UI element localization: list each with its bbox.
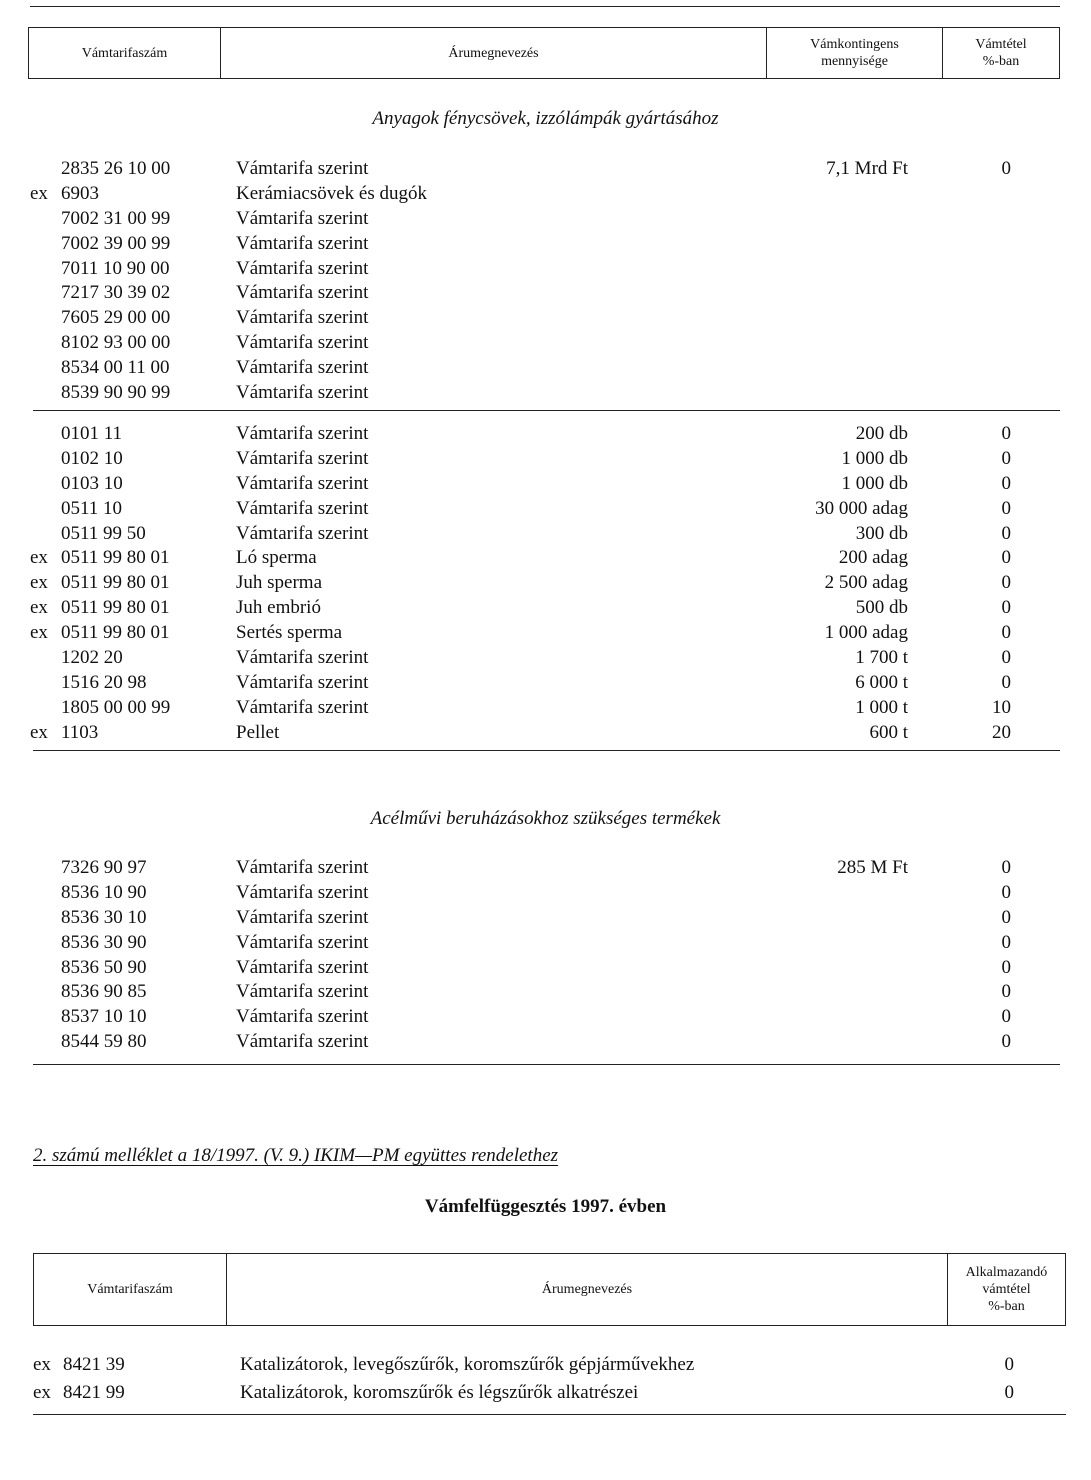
table-row bbox=[0, 546, 1091, 571]
duty-rate: 0 bbox=[1001, 906, 1011, 928]
table-row bbox=[0, 422, 1091, 447]
tariff-code: 0511 99 80 01 bbox=[61, 547, 170, 569]
table-row bbox=[0, 522, 1091, 547]
table-row bbox=[0, 956, 1091, 981]
section2-table bbox=[0, 422, 1091, 746]
header2-rate: Alkalmazandó vámtétel %-ban bbox=[965, 1265, 1048, 1314]
table-row bbox=[0, 721, 1091, 746]
table-row bbox=[0, 497, 1091, 522]
header2-code: Vámtarifaszám bbox=[34, 1254, 227, 1325]
table-row bbox=[0, 331, 1091, 356]
tariff-code: 8536 30 10 bbox=[61, 906, 147, 928]
duty-rate: 0 bbox=[1001, 497, 1011, 519]
tariff-code: 7002 31 00 99 bbox=[61, 207, 171, 229]
tariff-code: 0102 10 bbox=[61, 447, 123, 469]
ex-prefix: ex bbox=[30, 721, 48, 743]
duty-rate: 0 bbox=[1001, 622, 1011, 644]
annex-title: Vámfelfüggesztés 1997. évben bbox=[424, 1196, 667, 1217]
tariff-code: 7605 29 00 00 bbox=[61, 307, 171, 329]
duty-rate: 0 bbox=[1001, 1031, 1011, 1053]
goods-description: Vámtarifa szerint bbox=[236, 1006, 369, 1028]
table-row bbox=[0, 232, 1091, 257]
goods-description: Vámtarifa szerint bbox=[236, 696, 369, 718]
tariff-code: 8102 93 00 00 bbox=[61, 332, 171, 354]
tariff-code: 1202 20 bbox=[61, 647, 123, 669]
goods-description: Vámtarifa szerint bbox=[236, 956, 369, 978]
quota-quantity: 600 t bbox=[869, 721, 908, 743]
goods-description: Vámtarifa szerint bbox=[236, 522, 369, 544]
tariff-code: 6903 bbox=[61, 182, 99, 204]
duty-rate: 0 bbox=[1001, 671, 1011, 693]
goods-description: Katalizátorok, levegőszűrők, koromszűrők gépjárművekhez bbox=[240, 1354, 695, 1375]
quota-quantity: 1 000 t bbox=[855, 696, 908, 718]
quota-quantity: 200 adag bbox=[838, 547, 908, 569]
goods-description: Ló sperma bbox=[236, 547, 317, 569]
goods-description: Vámtarifa szerint bbox=[236, 671, 369, 693]
duty-rate: 20 bbox=[992, 721, 1011, 743]
table-row bbox=[0, 306, 1091, 331]
table-row bbox=[0, 281, 1091, 306]
table-row bbox=[0, 671, 1091, 696]
table2-body bbox=[0, 1353, 1091, 1409]
duty-rate: 0 bbox=[1001, 857, 1011, 878]
tariff-code: 0511 99 80 01 bbox=[61, 622, 170, 644]
duty-rate: 0 bbox=[1001, 547, 1011, 569]
table-row bbox=[0, 1030, 1091, 1055]
duty-rate: 0 bbox=[1004, 1382, 1014, 1403]
table-row bbox=[0, 257, 1091, 282]
goods-description: Vámtarifa szerint bbox=[236, 232, 369, 254]
goods-description: Vámtarifa szerint bbox=[236, 497, 369, 519]
quota-quantity: 300 db bbox=[855, 522, 908, 544]
table-row bbox=[0, 856, 1091, 881]
tariff-code: 0511 99 80 01 bbox=[61, 597, 170, 619]
tariff-code: 0511 99 50 bbox=[61, 522, 146, 544]
duty-rate: 0 bbox=[1001, 931, 1011, 953]
table-row bbox=[0, 1005, 1091, 1030]
quota-quantity: 500 db bbox=[855, 597, 908, 619]
tariff-code: 8421 39 bbox=[63, 1354, 125, 1375]
goods-description: Juh embrió bbox=[236, 597, 321, 619]
tariff-code: 0103 10 bbox=[61, 472, 123, 494]
table2-divider bbox=[33, 1414, 1066, 1415]
tariff-code: 0101 11 bbox=[61, 423, 123, 444]
tariff-code: 7002 39 00 99 bbox=[61, 232, 171, 254]
section3-table bbox=[0, 856, 1091, 1055]
table-row bbox=[0, 472, 1091, 497]
duty-rate: 0 bbox=[1001, 572, 1011, 594]
goods-description: Vámtarifa szerint bbox=[236, 472, 369, 494]
ex-prefix: ex bbox=[33, 1354, 51, 1375]
table-row bbox=[0, 596, 1091, 621]
tariff-code: 8534 00 11 00 bbox=[61, 357, 170, 379]
table-row bbox=[0, 906, 1091, 931]
table-row bbox=[0, 646, 1091, 671]
table-row bbox=[0, 381, 1091, 406]
duty-rate: 0 bbox=[1004, 1354, 1014, 1375]
quota-quantity: 285 M Ft bbox=[837, 857, 908, 878]
section1-divider bbox=[33, 410, 1060, 411]
table-row bbox=[0, 931, 1091, 956]
duty-rate: 0 bbox=[1001, 647, 1011, 669]
table-row bbox=[0, 157, 1091, 182]
duty-rate: 0 bbox=[1001, 423, 1011, 444]
header-qty: Vámkontingens mennyisége bbox=[767, 28, 943, 78]
section1-title: Anyagok fénycsövek, izzólámpák gyártásához bbox=[372, 108, 719, 129]
header-desc: Árumegnevezés bbox=[221, 28, 767, 78]
duty-rate: 0 bbox=[1001, 522, 1011, 544]
quota-quantity: 1 700 t bbox=[855, 647, 908, 669]
tariff-code: 0511 99 80 01 bbox=[61, 572, 170, 594]
duty-rate: 0 bbox=[1001, 158, 1011, 179]
section3-title: Acélművi beruházásokhoz szükséges termékek bbox=[370, 808, 721, 829]
goods-description: Vámtarifa szerint bbox=[236, 357, 369, 379]
quota-quantity: 30 000 adag bbox=[815, 497, 908, 519]
goods-description: Juh sperma bbox=[236, 572, 323, 594]
table-row bbox=[0, 571, 1091, 596]
tariff-code: 7326 90 97 bbox=[61, 857, 147, 878]
duty-rate: 0 bbox=[1001, 472, 1011, 494]
goods-description: Katalizátorok, koromszűrők és légszűrők alkatrészei bbox=[240, 1382, 639, 1403]
tariff-code: 8544 59 80 bbox=[61, 1031, 147, 1053]
goods-description: Vámtarifa szerint bbox=[236, 307, 369, 329]
quota-quantity: 1 000 db bbox=[841, 472, 908, 494]
duty-rate: 10 bbox=[992, 696, 1011, 718]
tariff-code: 8539 90 90 99 bbox=[61, 382, 171, 404]
ex-prefix: ex bbox=[30, 597, 48, 619]
goods-description: Vámtarifa szerint bbox=[236, 158, 369, 179]
goods-description: Vámtarifa szerint bbox=[236, 282, 369, 304]
goods-description: Vámtarifa szerint bbox=[236, 881, 369, 903]
tariff-code: 1516 20 98 bbox=[61, 671, 147, 693]
table-row bbox=[0, 447, 1091, 472]
tariff-code: 7011 10 90 00 bbox=[61, 257, 170, 279]
goods-description: Vámtarifa szerint bbox=[236, 423, 369, 444]
goods-description: Vámtarifa szerint bbox=[236, 207, 369, 229]
tariff-code: 0511 10 bbox=[61, 497, 123, 519]
ex-prefix: ex bbox=[30, 622, 48, 644]
header2-desc: Árumegnevezés bbox=[227, 1254, 948, 1325]
section1-table bbox=[0, 157, 1091, 406]
goods-description: Vámtarifa szerint bbox=[236, 981, 369, 1003]
header-code: Vámtarifaszám bbox=[29, 28, 221, 78]
goods-description: Vámtarifa szerint bbox=[236, 332, 369, 354]
tariff-code: 8536 50 90 bbox=[61, 956, 147, 978]
quota-quantity: 2 500 adag bbox=[824, 572, 908, 594]
goods-description: Vámtarifa szerint bbox=[236, 1031, 369, 1053]
duty-rate: 0 bbox=[1001, 956, 1011, 978]
table-row bbox=[0, 356, 1091, 381]
duty-rate: 0 bbox=[1001, 1006, 1011, 1028]
tariff-code: 8537 10 10 bbox=[61, 1006, 147, 1028]
quota-quantity: 1 000 adag bbox=[824, 622, 908, 644]
tariff-code: 8536 30 90 bbox=[61, 931, 147, 953]
table-row bbox=[0, 980, 1091, 1005]
header-rate: Vámtétel %-ban bbox=[975, 37, 1027, 69]
goods-description: Vámtarifa szerint bbox=[236, 382, 369, 404]
table-row bbox=[0, 696, 1091, 721]
tariff-code: 8421 99 bbox=[63, 1382, 125, 1403]
tariff-code: 8536 90 85 bbox=[61, 981, 147, 1003]
duty-rate: 0 bbox=[1001, 881, 1011, 903]
section2-divider bbox=[33, 750, 1060, 751]
table-row bbox=[0, 182, 1091, 207]
goods-description: Vámtarifa szerint bbox=[236, 906, 369, 928]
top-rule bbox=[30, 6, 1060, 7]
table-row bbox=[0, 621, 1091, 646]
tariff-code: 8536 10 90 bbox=[61, 881, 147, 903]
table-row bbox=[0, 1353, 1091, 1381]
ex-prefix: ex bbox=[30, 572, 48, 594]
table2-header bbox=[33, 1253, 1066, 1326]
goods-description: Vámtarifa szerint bbox=[236, 931, 369, 953]
table-row bbox=[0, 207, 1091, 232]
quota-quantity: 1 000 db bbox=[841, 447, 908, 469]
duty-rate: 0 bbox=[1001, 597, 1011, 619]
duty-rate: 0 bbox=[1001, 447, 1011, 469]
goods-description: Vámtarifa szerint bbox=[236, 257, 369, 279]
table1-header bbox=[28, 27, 1060, 79]
ex-prefix: ex bbox=[33, 1382, 51, 1403]
quota-quantity: 6 000 t bbox=[855, 671, 908, 693]
tariff-code: 1805 00 00 99 bbox=[61, 696, 171, 718]
tariff-code: 2835 26 10 00 bbox=[61, 158, 171, 179]
ex-prefix: ex bbox=[30, 547, 48, 569]
goods-description: Vámtarifa szerint bbox=[236, 647, 369, 669]
table-row bbox=[0, 881, 1091, 906]
goods-description: Sertés sperma bbox=[236, 622, 343, 644]
goods-description: Pellet bbox=[236, 721, 280, 743]
ex-prefix: ex bbox=[30, 182, 48, 204]
duty-rate: 0 bbox=[1001, 981, 1011, 1003]
annex-reference: 2. számú melléklet a 18/1997. (V. 9.) IKIM—PM együttes rendelethez bbox=[33, 1145, 559, 1166]
goods-description: Kerámiacsövek és dugók bbox=[236, 182, 427, 204]
table-row bbox=[0, 1381, 1091, 1409]
goods-description: Vámtarifa szerint bbox=[236, 447, 369, 469]
section3-divider bbox=[33, 1064, 1060, 1065]
tariff-code: 7217 30 39 02 bbox=[61, 282, 171, 304]
quota-quantity: 200 db bbox=[855, 423, 908, 444]
goods-description: Vámtarifa szerint bbox=[236, 857, 369, 878]
tariff-code: 1103 bbox=[61, 721, 99, 743]
quota-quantity: 7,1 Mrd Ft bbox=[826, 158, 908, 179]
